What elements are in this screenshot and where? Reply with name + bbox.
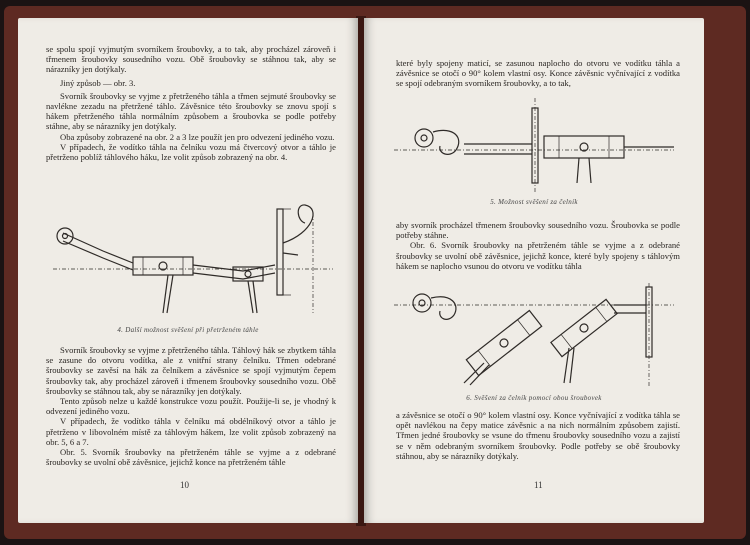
figure-4-caption: 4. Další možnost svěšení při přetrženém táhle bbox=[117, 326, 259, 334]
fig4-drawbar bbox=[63, 233, 133, 263]
fig5-coupling-screw bbox=[544, 136, 624, 158]
right-page-number: 11 bbox=[534, 480, 543, 490]
right-text-top bbox=[396, 58, 680, 89]
right-page bbox=[364, 18, 704, 523]
left-paragraph-8: V případech, že vodítko táhla v čelníku má obdélníkový otvor a táhlo je přetrženo v libovolném místě za táhlovým hákem, lze volit způsob zobrazený na obr. 5, 6 a 7. bbox=[46, 416, 336, 447]
fig4-hook bbox=[283, 205, 313, 243]
fig5-pin bbox=[415, 129, 433, 147]
figure-6-caption: 6. Svěšení za čelník pomocí obou šroubovek bbox=[466, 394, 602, 402]
fig4-headstock bbox=[277, 209, 283, 295]
fig6-coupling-screw-2 bbox=[551, 299, 617, 356]
left-paragraph-5: V případech, že vodítko táhla na čelníku vozu má čtvercový otvor a táhlo je přetrženo poblíž táhlového háku, lze volit způsob zobrazený na obr. 4. bbox=[46, 141, 336, 163]
right-paragraph-4: a závěsnice se otočí o 90° kolem vlastní osy. Konce vyčnívající z vodítka táhla se opět navlékou na čepy matice závěsnic a na nich normálním způsobem zajistí. Třmen jedné šroubovky se vsune do třmenu šroubovky sousedního vozu a zajistí se v něm odebraným svorníkem šroubovky. Podle potřeby se obě šroubovky stáhnou, aby se nárazníky dotýkaly. bbox=[396, 410, 680, 461]
left-paragraph-7: Tento způsob nelze u každé konstrukce vozu použít. Použije-li se, je vhodný k odvezení jediného vozu. bbox=[46, 396, 336, 417]
right-paragraph-1: které byly spojeny maticí, se zasunou naplocho do otvoru ve vodítku táhla a závěsnice se otočí o 90° kolem vlastní osy. Konce závěsnic vyčnívající z vodítka se spojí odebraným svorníkem šroubovky, a to tak, bbox=[396, 58, 680, 89]
fig6-pin bbox=[413, 294, 431, 312]
fig6-hook bbox=[431, 297, 456, 320]
fig4-coupling-screw-left bbox=[133, 257, 193, 275]
left-paragraph-6: Svorník šroubovky se vyjme z přetrženého táhla. Táhlový hák se zbytkem táhla se zasune do otvoru vodítka, ale z vnitřní strany čelníku. Třmen odebrané šroubovky se zavěsí na hák za čelníkem a závěsnice se spojí vyjmutým čepem šroubovky tak, aby procházel zároveň i třmenem šroubovky sousedního vozu. Obě šroubovky se stáhnou tak, aby se nárazníky jen dotýkaly. bbox=[46, 345, 336, 396]
left-paragraph-1: se spolu spojí vyjmutým svorníkem šroubovky, a to tak, aby procházel zároveň i třmenem šroubovky sousedního vozu. Obě šroubovky se stáhnou tak, aby se nárazníky jen dotýkaly. bbox=[46, 44, 336, 75]
figure-5-caption: 5. Možnost svěšení za čelník bbox=[490, 198, 578, 206]
right-paragraph-2: aby svorník procházel třmenem šroubovky sousedního vozu. Šroubovka se podle potřeby stáhne. bbox=[396, 220, 680, 241]
left-text-bottom bbox=[46, 345, 336, 467]
figure-4-drawing bbox=[43, 203, 343, 323]
left-text-top bbox=[46, 44, 336, 162]
left-paragraph-2: Jiný způsob — obr. 3. bbox=[60, 77, 136, 88]
left-paragraph-4: Oba způsoby zobrazené na obr. 2 a 3 lze použít jen pro odvezení jediného vozu. bbox=[60, 131, 335, 142]
fig6-coupling-screw-1 bbox=[466, 310, 541, 375]
left-page-number: 10 bbox=[180, 480, 189, 490]
left-page bbox=[18, 18, 358, 523]
right-text-middle bbox=[396, 220, 680, 271]
right-paragraph-3: Obr. 6. Svorník šroubovky na přetrženém táhle se vyjme a z odebrané šroubovky se uvolní obě závěsnice, jejichž konce, které byly spojeny s táhlovým hákem se naplocho vsunou do otvoru ve vodítku táhla bbox=[396, 240, 680, 271]
figure-5-drawing bbox=[384, 98, 684, 193]
left-paragraph-3: Svorník šroubovky se vyjme z přetrženého táhla a třmen sejmuté šroubovky se navlékne zezadu na přetržené táhlo. Závěsnice této šroubovky se znovu spojí s hákem přetrženého táhla normálním způsobem a šroubovka se podle potřeby stáhne, aby se nárazníky jen dotýkaly. bbox=[46, 90, 336, 132]
figure-6-drawing bbox=[384, 283, 684, 388]
fig5-hook bbox=[433, 130, 459, 154]
left-paragraph-9: Obr. 5. Svorník šroubovky na přetrženém táhle se vyjme a z odebrané šroubovky se uvolní obě závěsnice, jejichž konce na přetrženém táhle bbox=[46, 447, 336, 468]
right-text-bottom bbox=[396, 410, 680, 461]
